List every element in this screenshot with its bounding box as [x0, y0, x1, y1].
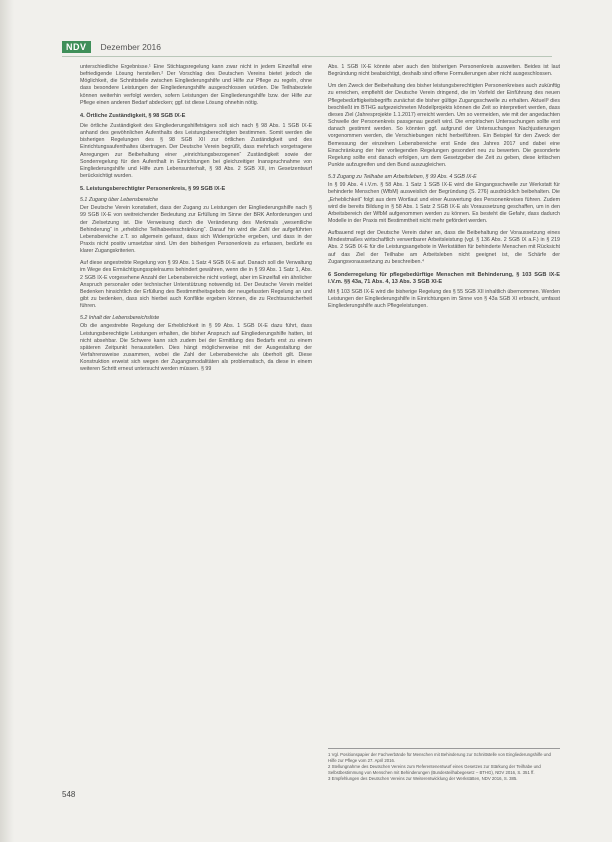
- paragraph: Um den Zweck der Beibehaltung des bisher leistungsberechtigten Personenkreises auch zukünftig zu erreichen, empfiehlt der Deutsche Verein dringend, die im Vorfeld der Einführung des neuen Pflegebedürftigkeitsbegriffs zunächst die bisher gültige Zugangsschwelle zu erhalten. Aktuell³ dies beschließt im BTHG aufgezeichneten Modellprojekts können die Zeit so interpretiert werden, dass dieses Ziel (Jahresprojekte 1.1.2017) erreicht werden. Um so vermeiden, wie mit der angedachten Schwelle der Personenkreis passgenau gezielt wird. Die empirischen Untersuchungen sollte erst danach gestimmt werden. So könnten ggf. aufgrund der Untersuchungen Nachjustierungen vorgenommen werden, die Verschiebungen nicht herbeiführen. Ein Beispiel für den Zweck der Bemessung der einzelnen Lebensbereiche erst Ende des Jahres 2017 und dabei eine Einschränkung der hier vorliegenden Regelungen gesondert neu zu bewerten. Die gesonderte Regelung sollte erst danach erfolgen, um dem Gesetzgeber die Zeit zu geben, diese kritischen Punkte aufzugreifen und den Bund auszugleichen.: [328, 83, 560, 169]
- subsection-heading: 5.1 Zugang über Lebensbereiche: [80, 197, 159, 204]
- paragraph: Abs. 1 SGB IX-E könnte aber auch den bisherigen Personenkreis ausweiten. Beides ist laut Begründung nicht beabsichtigt, deshalb sind offene Formulierungen aber nicht ausgeschlossen.: [328, 64, 560, 78]
- section-heading: 5. Leistungsberechtigter Personenkreis, § 99 SGB IX-E: [80, 186, 226, 193]
- issue-date: Dezember 2016: [100, 42, 161, 52]
- page-header: [62, 40, 552, 54]
- section-heading: 4. Örtliche Zuständigkeit, § 98 SGB IX-E: [80, 112, 186, 119]
- right-column: [328, 64, 560, 315]
- paragraph: In § 99 Abs. 4 i.V.m. § 58 Abs. 1 Satz 1 SGB IX-E wird die Eingangsschwelle zur Werkstatt für behinderte Menschen (WfbM) ausweislich der Begründung (S. 276) ausdrücklich beibehalten. Die „Erheblichkeit“ folgt aus dem Wortlaut und einer Auswertung des Personenkreises führen. Zudem wird die bereits Bildung in § 58 Abs. 1 Satz 2 SGB IX-E als Voraussetzung geschaffen, um in den Arbeitsbereich der WfbM aufgenommen werden zu können. Es besteht die Gefahr, dass dadurch Modelle in der Praxis mit Bestimmtheit nicht mehr gefördert werden.: [328, 182, 560, 224]
- header-divider: [62, 56, 552, 57]
- footnote: 2 Stellungnahme des Deutschen Vereins zum Referentenentwurf eines Gesetzes zur Stärkung der Teilhabe und Selbstbestimmung von Menschen mit Behinderungen (Bundesteilhabegesetz – BTHG), NDV 2016, S. 351 ff.: [328, 764, 541, 775]
- scan-edge: [0, 0, 14, 842]
- footnote: 1 Vgl. Positionspapier der Fachverbände für Menschen mit Behinderung zur Schnittstelle von Eingliederungshilfe und Hilfe zur Pflege vom 27. April 2016.: [328, 752, 551, 763]
- paragraph: Die örtliche Zuständigkeit des Eingliederungshilfeträgers soll sich nach § 98 Abs. 1 SGB IX-E anhand des gewöhnlichen Aufenthalts des Leistungsberechtigten bestimmen. Somit werden die bisherigen Regelungen des § 98 SGB XII zur örtlichen Zuständigkeit und des Einrichtungsaufenthaltes übertragen. Der Deutsche Verein begrüßt, dass mehrfach vorgetragene Anregungen zur Beibehaltung einer „einrichtungsbezogenen“ Zuständigkeit sowie der Sonderregelung für den Aufenthalt in Einrichtungen bei gleichzeitiger Inanspruchnahme von Eingliederungshilfe und Hilfe zum Lebensunterhalt, § 98 Abs. 2 SGB XII, im Gesetzentwurf berücksichtigt wurden.: [80, 122, 312, 180]
- paragraph: Mit § 103 SGB IX-E wird die bisherige Regelung des § 55 SGB XII inhaltlich übernommen. Werden Leistungen der Eingliederungshilfe in Einrichtungen im Sinne von § 43a SGB XI erbracht, umfasst Eingliederungshilfe auch Pflegeleistungen.: [328, 288, 560, 310]
- footnote: 3 Empfehlungen des Deutschen Vereins zur Weiterentwicklung der Werkstätten, NDV 2016, S. 385.: [328, 776, 518, 782]
- page-number: 548: [62, 790, 76, 799]
- paragraph: unterschiedliche Ergebnisse.¹ Eine Stichtagsregelung kann zwar nicht in jedem Einzelfall eine befriedigende Lösung herstellen.² Der Vorschlag des Deutschen Vereins bietet jedoch die Möglichkeit, die Schnittstelle zwischen Eingliederungshilfe und Hilfe zur Pflege zu regeln, ohne dass besondere Leistungen der Eingliederungshilfe ausgeschlossen würden. Die Teilhabeziele können weiterhin verfolgt werden, sofern Leistungen der Eingliederungshilfe bzw. der Hilfe zur Pflege einen anderen Bedarf abdecken; ggf. ist diese Lösung ohnehin nötig.: [80, 64, 312, 106]
- left-column: [80, 64, 312, 378]
- paragraph: Ob die angestrebte Regelung der Erheblichkeit in § 99 Abs. 1 SGB IX-E dazu führt, dass Leistungsberechtigte Leistungen erhalten, die bisher Anspruch auf Eingliederungshilfe hatten, ist nicht absehbar. Die Schwere kann sich zudem bei der Ermittlung des Bedarfs erst zu einem späteren Zeitpunkt herausstellen. Dies hängt möglicherweise mit der Ausgestaltung der Verfahrensweise zusammen, wobei die Zahl der Lebensbereiche als überholt gilt. Diese Konstruktion erweist sich wegen der Zugangsmodalitäten als problematisch, da diese in einem weiteren Schritt erneut untersucht werden müssen. § 99: [80, 323, 312, 373]
- subsection-heading: 5.2 Inhalt der Lebensbereichsliste: [80, 315, 160, 322]
- footnotes: [328, 748, 560, 783]
- paragraph: Aufbauend regt der Deutsche Verein daher an, dass die Beibehaltung der Voraussetzung eines Mindestmaßes wirtschaftlich verwertbarer Arbeitsleistung (vgl. § 136 Abs. 2 SGB IX a.F.) in § 219 Abs. 2 SGB IX-E für die Leistungsangebote in Werkstätten für behinderte Menschen mit Rücksicht auf das Ziel der Teilhabe am Arbeitsleben nicht geeignet ist, die Schärfe der Zugangsvoraussetzung zu beschreiben.⁴: [328, 230, 560, 265]
- paragraph: Auf diese angestrebte Regelung von § 99 Abs. 1 Satz 4 SGB IX-E auf. Danach soll die Verwaltung im Wege des Ermächtigungsspielraums behindert gewähren, wenn die in § 99 Abs. 1 Satz 1, Abs. 2 SGB IX-E vorgesehene Anzahl der Lebensbereiche nicht vorliegt, aber im Einzelfall ein ähnlicher Anspruch personaler oder technischer Unterstützung notwendig ist. Der Deutsche Verein meldet Bedenken hinsichtlich der Erfüllung des Bestimmtheitsgebots der neugefassten Regelung an und gibt zu bedenken, dass sich hierbei auch Konflikte ergeben können, die zu Rechtsunsicherheit führen.: [80, 260, 312, 310]
- journal-logo: NDV: [62, 41, 91, 53]
- subsection-heading: 5.3 Zugang zu Teilhabe am Arbeitsleben, § 99 Abs. 4 SGB IX-E: [328, 174, 477, 181]
- section-heading: 6 Sonderregelung für pflegebedürftige Menschen mit Behinderung, § 103 SGB IX-E i.V.m. §§ 43a, 71 Abs. 4, 13 Abs. 3 SGB XI-E: [328, 271, 560, 285]
- paragraph: Der Deutsche Verein konstatiert, dass der Zugang zu Leistungen der Eingliederungshilfe nach § 99 SGB IX-E von weitreichender Bedeutung zur Erfüllung im Sinne der BRK Anforderungen und der Zielsetzung ist. Die Verweisung durch die Veränderung des Merkmals „wesentliche Behinderung“ in „erhebliche Teilhabeeinschränkung“. Darauf hin wird die Zahl der aufgeführten Lebensbereiche z.T. so allgemein gefasst, dass sich Widersprüche ergeben, und dass in der Praxis nicht positiv umsetzbar sind. Um den bisherigen Personenkreis zu erfassen, bedürfe es klarer Zugangskriterien.: [80, 205, 312, 255]
